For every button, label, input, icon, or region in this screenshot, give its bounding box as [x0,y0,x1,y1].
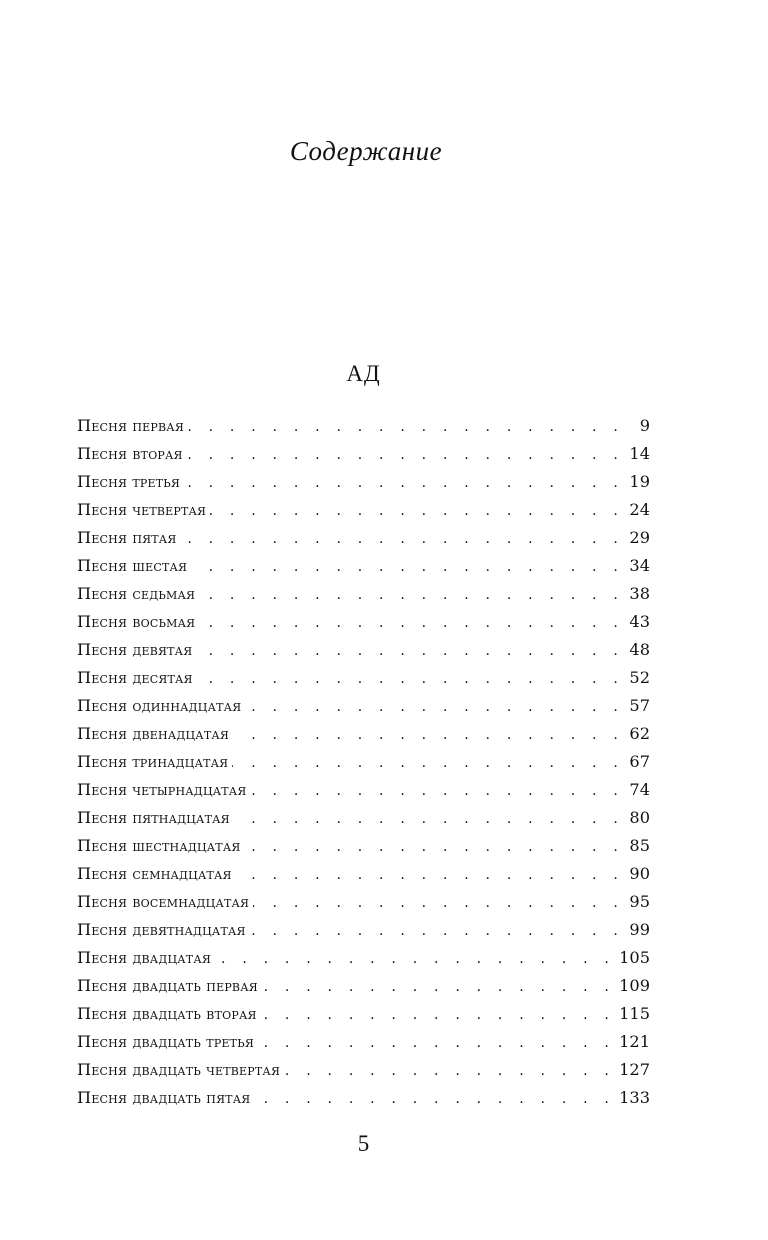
toc-entry-label: Песня седьмая [77,584,196,603]
toc-entry[interactable] [77,412,650,440]
dot-leader [262,973,615,1001]
toc-entry-label: Песня двадцать пятая [77,1088,251,1107]
dot-leader [196,637,624,665]
table-of-contents [77,412,650,1112]
toc-entry-label: Песня двадцать третья [77,1032,254,1051]
dot-leader [210,497,624,525]
toc-entry-page-number: 115 [619,1004,650,1023]
toc-entry-label: Песня двадцать четвертая [77,1060,281,1079]
toc-entry-label: Песня четырнадцатая [77,780,247,799]
toc-entry[interactable] [77,748,650,776]
toc-entry-page-number: 127 [619,1060,650,1079]
toc-entry-label: Песня девятая [77,640,193,659]
toc-entry-page-number: 48 [629,640,650,659]
dot-leader [250,917,624,945]
toc-entry[interactable] [77,1084,650,1112]
toc-entry-label: Песня двадцатая [77,948,211,967]
toc-entry[interactable] [77,468,650,496]
toc-entry-label: Песня шестнадцатая [77,836,241,855]
toc-entry[interactable] [77,580,650,608]
dot-leader [245,693,624,721]
page-number: 5 [357,1131,370,1156]
toc-entry-page-number: 133 [619,1088,650,1107]
dot-leader [188,413,624,441]
toc-entry[interactable] [77,804,650,832]
dot-leader [199,609,624,637]
toc-entry[interactable] [77,1056,650,1084]
toc-entry-label: Песня тринадцатая [77,752,229,771]
toc-entry-label: Песня двадцать первая [77,976,258,995]
toc-entry[interactable] [77,916,650,944]
toc-entry-page-number: 85 [629,836,650,855]
dot-leader [254,1085,615,1113]
toc-entry[interactable] [77,608,650,636]
toc-entry-page-number: 121 [619,1032,650,1051]
dot-leader [284,1057,615,1085]
toc-entry-label: Песня третья [77,472,180,491]
toc-entry[interactable] [77,664,650,692]
toc-entry-label: Песня пятая [77,528,177,547]
toc-entry-label: Песня четвертая [77,500,207,519]
toc-entry-label: Песня одиннадцатая [77,696,242,715]
toc-entry[interactable] [77,832,650,860]
dot-leader [187,441,624,469]
toc-entry-label: Песня первая [77,416,184,435]
toc-entry-label: Песня вторая [77,444,183,463]
toc-entry-label: Песня двадцать вторая [77,1004,257,1023]
dot-leader [250,777,624,805]
dot-leader [184,469,624,497]
dot-leader [191,553,624,581]
toc-entry-page-number: 34 [629,556,650,575]
dot-leader [233,721,624,749]
toc-entry-label: Песня шестая [77,556,188,575]
dot-leader [234,805,624,833]
dot-leader [261,1001,616,1029]
toc-entry-label: Песня пятнадцатая [77,808,230,827]
toc-entry-page-number: 52 [629,668,650,687]
toc-entry[interactable] [77,636,650,664]
toc-entry[interactable] [77,440,650,468]
dot-leader [236,861,624,889]
toc-entry[interactable] [77,860,650,888]
dot-leader [232,749,624,777]
toc-entry-label: Песня десятая [77,668,193,687]
toc-entry[interactable] [77,888,650,916]
dot-leader [199,581,624,609]
dot-leader [180,525,624,553]
toc-entry-page-number: 29 [629,528,650,547]
toc-entry[interactable] [77,524,650,552]
toc-entry-page-number: 24 [629,500,650,519]
toc-entry-page-number: 19 [629,472,650,491]
toc-entry-page-number: 43 [629,612,650,631]
toc-entry-label: Песня девятнадцатая [77,920,246,939]
toc-entry-label: Песня семнадцатая [77,864,232,883]
toc-entry[interactable] [77,1028,650,1056]
toc-entry-page-number: 80 [629,808,650,827]
dot-leader [244,833,624,861]
section-title: АД [346,361,381,386]
toc-entry[interactable] [77,496,650,524]
toc-entry-page-number: 67 [629,752,650,771]
toc-entry-page-number: 74 [629,780,650,799]
page-title: Содержание [289,136,443,166]
toc-entry-page-number: 9 [639,416,650,435]
toc-entry-page-number: 38 [629,584,650,603]
toc-entry[interactable] [77,776,650,804]
toc-entry-page-number: 99 [629,920,650,939]
dot-leader [258,1029,615,1057]
toc-entry-label: Песня восьмая [77,612,196,631]
toc-entry-page-number: 14 [629,444,650,463]
toc-entry-page-number: 105 [619,948,650,967]
dot-leader [197,665,624,693]
toc-entry-page-number: 62 [629,724,650,743]
dot-leader [253,889,624,917]
toc-entry-page-number: 95 [629,892,650,911]
toc-entry[interactable] [77,720,650,748]
toc-entry-label: Песня двенадцатая [77,724,229,743]
toc-entry-page-number: 57 [629,696,650,715]
toc-entry[interactable] [77,692,650,720]
toc-entry-page-number: 90 [629,864,650,883]
toc-entry[interactable] [77,944,650,972]
toc-entry[interactable] [77,552,650,580]
toc-entry[interactable] [77,972,650,1000]
toc-entry-page-number: 109 [619,976,650,995]
toc-entry[interactable] [77,1000,650,1028]
toc-entry-label: Песня восемнадцатая [77,892,250,911]
dot-leader [215,945,615,973]
